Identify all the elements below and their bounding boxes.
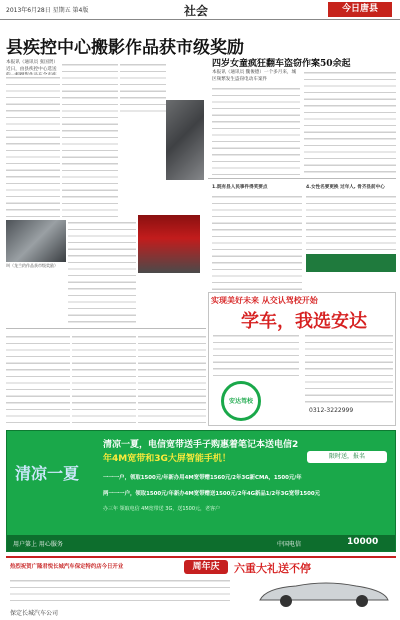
car-ad-event: 周年庆 <box>184 560 228 574</box>
newspaper-logo: 今日唐县 <box>328 2 392 17</box>
article1-photo-sign <box>138 215 200 273</box>
driving-ad-subline: 学车，我选安达 <box>241 311 367 332</box>
article2-body <box>212 86 300 176</box>
article1-photo-window <box>6 220 66 262</box>
lower-col3 <box>138 334 206 426</box>
driving-ad-body-right <box>305 333 393 403</box>
issue-date: 2013年6月28日 星期五 第4版 <box>6 7 89 14</box>
telecom-hotline: 10000 <box>347 537 379 547</box>
sub-left-heading: 1.既有县人民事件得奖要点 <box>212 185 268 190</box>
telecom-ad-line2: 一一一户，领取1500元/年新办用4M宽带赠1560元/2年3G新CMA，1500元/年 <box>103 475 302 481</box>
driving-ad-body-left <box>213 333 299 377</box>
telecom-ad-line1: 年4M宽带和3G大屏智能手机！ <box>103 454 231 464</box>
article1-lead: 本报讯（通讯员 张国贤）近日，由县疾控中心选送 <box>6 60 58 72</box>
telecom-ad-slogan: 用户第上 用心服务 <box>13 541 63 548</box>
sub-right-heading: 4.女性名要更换 过年人, 骨齐县前中心 <box>306 185 385 190</box>
article2-body-col2 <box>304 70 396 176</box>
small-banner <box>306 254 396 272</box>
sub-right-body <box>306 194 396 250</box>
lower-col2 <box>72 334 136 426</box>
article1-body-col3 <box>120 62 166 112</box>
sub-left-body <box>212 194 302 290</box>
article1-body <box>6 75 60 217</box>
driving-school-ad[interactable] <box>208 292 396 426</box>
article1-body-col4 <box>68 220 136 326</box>
car-ad-dealer: 热烈祝贺广隆君悦长城汽车保定特约店今日开业 <box>10 564 124 570</box>
telecom-ad[interactable] <box>6 430 396 552</box>
article1-photo-portrait <box>166 100 204 180</box>
section-name: 社会 <box>184 4 209 18</box>
telecom-ad-line3: 两一一一户，领取1500元/年新办4M宽带赠送1500元/2年4G新品1/2年3G宽带1500元 <box>103 491 321 497</box>
article2-title: 四岁女童疯狂翻车盗窃作案50余起 <box>212 59 351 69</box>
column-divider <box>208 178 396 179</box>
telecom-ad-bigword: 清凉一夏 <box>15 464 80 483</box>
telecom-brand: 中国电信 <box>277 541 302 548</box>
telecom-ad-top: 清凉一夏，电信宽带送手子购惠着笔记本送电信2 <box>103 440 299 450</box>
driving-logo-text: 安达驾校 <box>228 398 253 405</box>
car-ad-footer: 保定长城汽车公司 <box>10 610 59 617</box>
car-ad-body <box>10 578 230 606</box>
car-icon <box>256 578 392 608</box>
driving-school-logo <box>221 381 261 421</box>
telecom-ad-badge: 限时送，报名 <box>307 451 387 463</box>
article1-body-col2 <box>62 62 118 217</box>
telecom-ad-footer <box>7 535 395 551</box>
telecom-ad-line4: 办三年 领取电信 4M宽带送 3G，送1500元，老客户 <box>103 506 221 512</box>
article2-lead: 本报讯（通讯员 魏俊德）一个多月来，城区频繁发生盗窃电动车案件 <box>212 70 297 82</box>
lower-divider <box>6 328 206 329</box>
car-dealer-ad[interactable] <box>6 556 396 616</box>
lower-col1 <box>6 334 70 426</box>
article1-title: 县疾控中心搬影作品获市级奖励 <box>6 38 244 58</box>
car-image <box>256 578 392 608</box>
article1-caption: 叫（龙兰约作品获市级奖励） <box>6 263 58 268</box>
driving-ad-phone: 0312-3222999 <box>309 407 354 414</box>
car-ad-deal: 六重大礼送不停 <box>234 562 311 575</box>
driving-ad-headline: 实现美好未来 从交认驾校开始 <box>211 295 318 305</box>
page-header <box>0 0 400 20</box>
